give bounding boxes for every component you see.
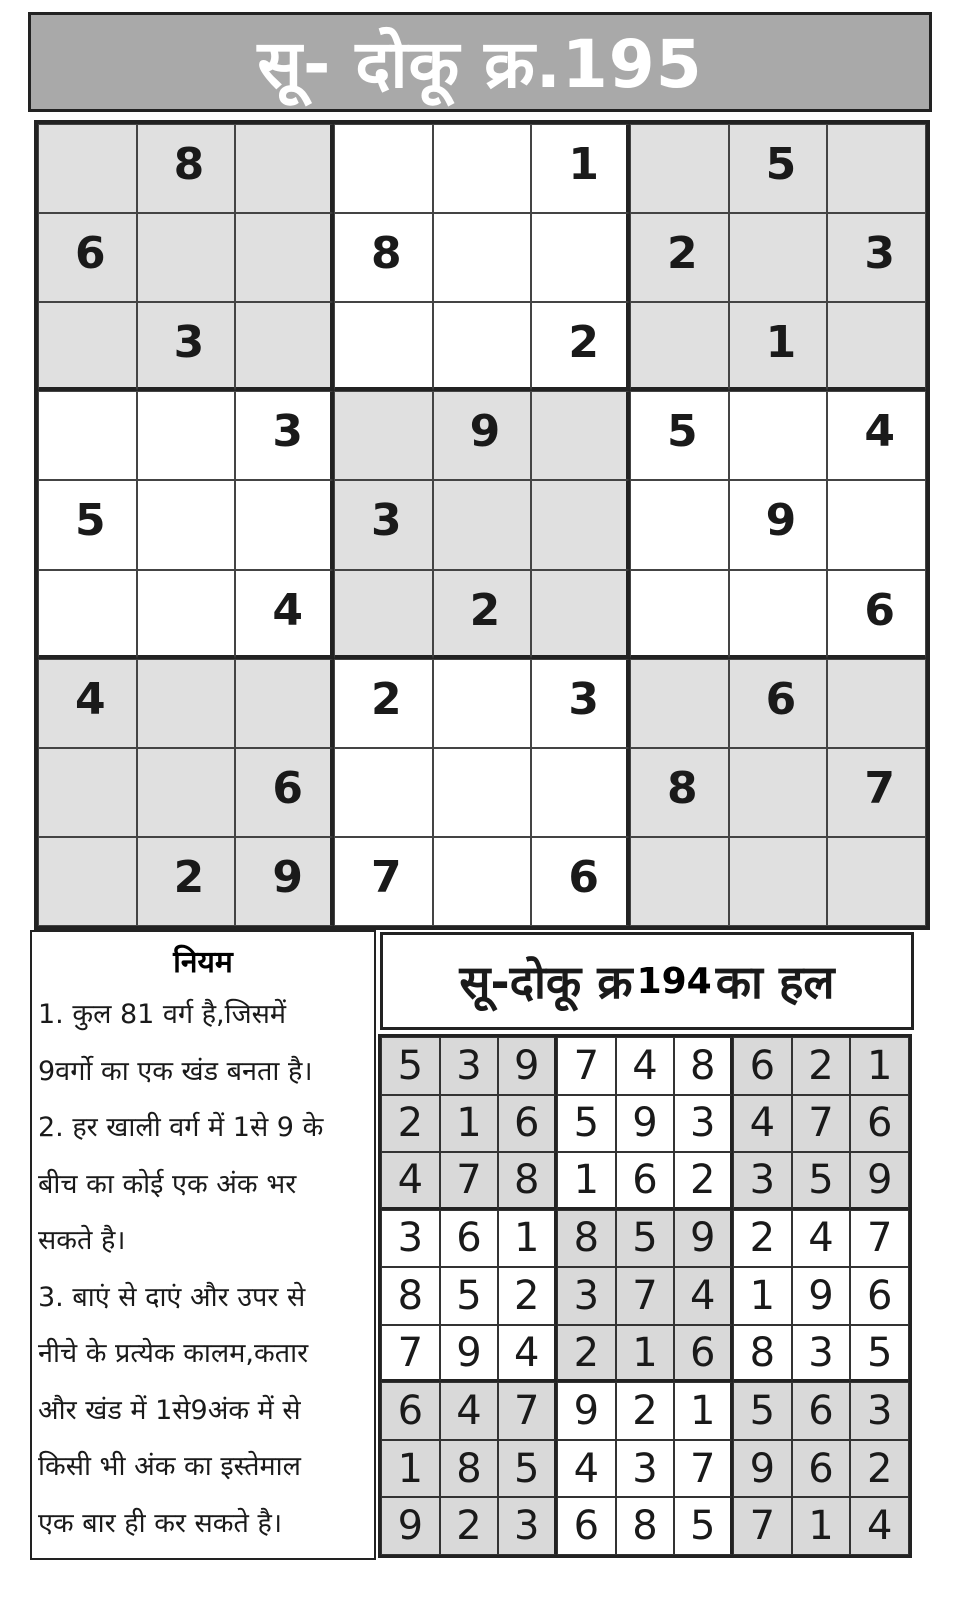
given-digit: 3 (370, 495, 402, 547)
grid-cell[interactable] (827, 659, 926, 748)
grid-cell[interactable] (531, 570, 630, 659)
grid-cell[interactable] (334, 570, 433, 659)
grid-cell[interactable] (729, 124, 828, 213)
solution-cell: 5 (850, 1325, 909, 1383)
grid-cell[interactable] (235, 837, 334, 926)
grid-cell[interactable] (137, 302, 236, 391)
grid-cell[interactable] (630, 837, 729, 926)
rule-line: 9वर्गो का एक खंड बनता है। (38, 1055, 313, 1087)
given-digit: 2 (568, 317, 599, 369)
solution-cell: 7 (674, 1440, 733, 1498)
solution-cell: 2 (440, 1497, 499, 1555)
grid-cell[interactable] (630, 302, 729, 391)
grid-cell[interactable] (137, 659, 236, 748)
grid-cell[interactable] (729, 837, 828, 926)
given-digit: 2 (469, 584, 501, 636)
solution-cell: 1 (381, 1440, 440, 1498)
solution-cell: 1 (792, 1497, 851, 1555)
solution-cell: 5 (733, 1382, 792, 1440)
given-digit: 8 (666, 762, 698, 814)
given-digit: 6 (568, 851, 599, 903)
solution-grid (378, 1034, 912, 1558)
rule-line: और खंड में 1से9अंक में से (38, 1394, 301, 1426)
solution-cell: 1 (557, 1152, 616, 1210)
grid-cell[interactable] (433, 570, 532, 659)
solution-cell: 9 (381, 1497, 440, 1555)
solution-cell: 3 (850, 1382, 909, 1440)
solution-cell: 7 (498, 1382, 557, 1440)
given-digit: 5 (75, 495, 106, 547)
solution-cell: 3 (674, 1095, 733, 1153)
grid-cell[interactable] (235, 124, 334, 213)
solution-cell: 4 (440, 1382, 499, 1440)
grid-cell[interactable] (531, 837, 630, 926)
grid-cell[interactable] (137, 837, 236, 926)
puzzle-title-bar (28, 12, 932, 112)
solution-cell: 2 (381, 1095, 440, 1153)
solution-cell: 9 (674, 1210, 733, 1268)
given-digit: 2 (666, 228, 698, 280)
solution-cell: 2 (792, 1037, 851, 1095)
solution-cell: 6 (674, 1325, 733, 1383)
solution-cell: 3 (792, 1325, 851, 1383)
rule-line: सकते है। (38, 1225, 126, 1256)
grid-cell[interactable] (235, 302, 334, 391)
grid-cell[interactable] (433, 124, 532, 213)
grid-cell[interactable] (38, 748, 137, 837)
solution-cell: 5 (381, 1037, 440, 1095)
solution-cell: 5 (440, 1267, 499, 1325)
grid-cell[interactable] (729, 748, 828, 837)
solution-header-suffix: का हल (715, 955, 835, 1009)
grid-cell[interactable] (630, 480, 729, 569)
solution-cell: 2 (674, 1152, 733, 1210)
solution-cell: 4 (733, 1095, 792, 1153)
grid-cell[interactable] (137, 391, 236, 480)
grid-cell[interactable] (531, 480, 630, 569)
solution-cell: 6 (440, 1210, 499, 1268)
solution-cell: 6 (498, 1095, 557, 1153)
grid-cell[interactable] (827, 391, 926, 480)
grid-cell[interactable] (235, 213, 334, 302)
grid-cell[interactable] (531, 213, 630, 302)
solution-cell: 5 (498, 1440, 557, 1498)
grid-cell[interactable] (38, 480, 137, 569)
solution-cell: 1 (674, 1382, 733, 1440)
solution-cell: 6 (381, 1382, 440, 1440)
solution-cell: 7 (850, 1210, 909, 1268)
grid-cell[interactable] (334, 124, 433, 213)
solution-cell: 6 (792, 1382, 851, 1440)
given-digit: 3 (173, 317, 205, 369)
grid-cell[interactable] (137, 570, 236, 659)
solution-cell: 7 (381, 1325, 440, 1383)
solution-cell: 8 (381, 1267, 440, 1325)
solution-cell: 6 (792, 1440, 851, 1498)
grid-cell[interactable] (38, 213, 137, 302)
given-digit: 9 (765, 495, 797, 547)
given-digit: 6 (864, 584, 895, 636)
solution-cell: 9 (850, 1152, 909, 1210)
solution-cell: 6 (616, 1152, 675, 1210)
grid-cell[interactable] (334, 748, 433, 837)
given-digit: 6 (75, 228, 106, 280)
given-digit: 4 (272, 584, 303, 636)
solution-cell: 9 (498, 1037, 557, 1095)
grid-cell[interactable] (827, 570, 926, 659)
grid-cell[interactable] (334, 659, 433, 748)
grid-cell[interactable] (827, 837, 926, 926)
grid-cell[interactable] (630, 213, 729, 302)
given-digit: 7 (370, 851, 402, 903)
solution-cell: 9 (557, 1382, 616, 1440)
rule-line: 3. बाएं से दाएं और उपर से (38, 1281, 306, 1313)
grid-cell[interactable] (235, 748, 334, 837)
solution-cell: 3 (440, 1037, 499, 1095)
solution-cell: 4 (557, 1440, 616, 1498)
grid-cell[interactable] (38, 124, 137, 213)
rules-list (38, 987, 368, 1552)
sudoku-grid (34, 120, 930, 930)
solution-cell: 1 (733, 1267, 792, 1325)
grid-cell[interactable] (531, 659, 630, 748)
solution-header-prefix: सू-दोकू क्र (459, 955, 633, 1009)
solution-cell: 2 (557, 1325, 616, 1383)
rule-line: 1. कुल 81 वर्ग है,जिसमें (38, 999, 287, 1030)
grid-cell[interactable] (630, 124, 729, 213)
given-digit: 2 (370, 673, 402, 725)
solution-cell: 3 (557, 1267, 616, 1325)
grid-cell[interactable] (433, 302, 532, 391)
grid-cell[interactable] (137, 480, 236, 569)
puzzle-title: सू- दोकू क्र.195 (257, 26, 703, 103)
grid-cell[interactable] (827, 748, 926, 837)
solution-cell: 9 (616, 1095, 675, 1153)
grid-cell[interactable] (630, 748, 729, 837)
grid-cell[interactable] (531, 391, 630, 480)
given-digit: 4 (864, 406, 895, 458)
grid-cell[interactable] (38, 391, 137, 480)
given-digit: 6 (765, 673, 797, 725)
solution-cell: 4 (850, 1497, 909, 1555)
solution-cell: 6 (557, 1497, 616, 1555)
grid-cell[interactable] (334, 480, 433, 569)
solution-cell: 8 (498, 1152, 557, 1210)
grid-cell[interactable] (137, 213, 236, 302)
rule-line: किसी भी अंक का इस्तेमाल (38, 1451, 301, 1482)
given-digit: 3 (272, 406, 303, 458)
grid-cell[interactable] (38, 302, 137, 391)
grid-cell[interactable] (38, 837, 137, 926)
solution-cell: 2 (616, 1382, 675, 1440)
grid-cell[interactable] (433, 837, 532, 926)
solution-cell: 8 (616, 1497, 675, 1555)
rule-line: बीच का कोई एक अंक भर (38, 1168, 297, 1200)
rule-line: 2. हर खाली वर्ग में 1से 9 के (38, 1112, 324, 1143)
grid-cell[interactable] (827, 124, 926, 213)
grid-cell[interactable] (235, 480, 334, 569)
solution-header (380, 932, 914, 1030)
grid-cell[interactable] (334, 302, 433, 391)
grid-cell[interactable] (235, 391, 334, 480)
solution-cell: 9 (792, 1267, 851, 1325)
grid-cell[interactable] (531, 124, 630, 213)
grid-cell[interactable] (630, 570, 729, 659)
solution-header-number: 194 (636, 960, 712, 1002)
grid-cell[interactable] (729, 213, 828, 302)
given-digit: 6 (272, 762, 303, 814)
given-digit: 5 (765, 139, 797, 190)
grid-cell[interactable] (235, 659, 334, 748)
solution-cell: 9 (733, 1440, 792, 1498)
given-digit: 7 (864, 762, 895, 814)
grid-cell[interactable] (433, 659, 532, 748)
solution-cell: 1 (498, 1210, 557, 1268)
given-digit: 3 (864, 228, 895, 280)
given-digit: 9 (469, 406, 501, 458)
grid-cell[interactable] (729, 570, 828, 659)
grid-cell[interactable] (630, 659, 729, 748)
grid-cell[interactable] (729, 659, 828, 748)
solution-cell: 4 (674, 1267, 733, 1325)
solution-cell: 6 (733, 1037, 792, 1095)
given-digit: 8 (370, 228, 402, 280)
solution-cell: 7 (792, 1095, 851, 1153)
rule-line: एक बार ही कर सकते है। (38, 1507, 283, 1539)
solution-cell: 3 (616, 1440, 675, 1498)
grid-cell[interactable] (433, 480, 532, 569)
grid-cell[interactable] (531, 302, 630, 391)
given-digit: 8 (173, 139, 205, 190)
grid-cell[interactable] (334, 837, 433, 926)
solution-cell: 3 (733, 1152, 792, 1210)
solution-cell: 4 (381, 1152, 440, 1210)
solution-cell: 6 (850, 1267, 909, 1325)
solution-cell: 6 (850, 1095, 909, 1153)
solution-cell: 2 (850, 1440, 909, 1498)
grid-cell[interactable] (433, 213, 532, 302)
solution-cell: 5 (674, 1497, 733, 1555)
grid-cell[interactable] (827, 302, 926, 391)
solution-cell: 7 (616, 1267, 675, 1325)
given-digit: 2 (173, 851, 205, 903)
given-digit: 3 (568, 673, 599, 725)
solution-cell: 7 (440, 1152, 499, 1210)
grid-cell[interactable] (38, 570, 137, 659)
grid-cell[interactable] (235, 570, 334, 659)
solution-cell: 1 (850, 1037, 909, 1095)
solution-cell: 7 (557, 1037, 616, 1095)
grid-cell[interactable] (334, 213, 433, 302)
solution-cell: 4 (498, 1325, 557, 1383)
solution-cell: 5 (792, 1152, 851, 1210)
solution-cell: 2 (733, 1210, 792, 1268)
solution-cell: 1 (616, 1325, 675, 1383)
grid-cell[interactable] (433, 391, 532, 480)
solution-cell: 8 (557, 1210, 616, 1268)
grid-cell[interactable] (433, 748, 532, 837)
grid-cell[interactable] (137, 124, 236, 213)
solution-cell: 2 (498, 1267, 557, 1325)
given-digit: 9 (272, 851, 303, 903)
solution-cell: 1 (440, 1095, 499, 1153)
solution-cell: 8 (440, 1440, 499, 1498)
grid-cell[interactable] (630, 391, 729, 480)
given-digit: 4 (75, 673, 106, 725)
grid-cell[interactable] (137, 748, 236, 837)
grid-cell[interactable] (531, 748, 630, 837)
rules-title: नियम (173, 945, 233, 980)
solution-cell: 7 (733, 1497, 792, 1555)
solution-cell: 4 (792, 1210, 851, 1268)
solution-cell: 9 (440, 1325, 499, 1383)
given-digit: 1 (765, 317, 797, 369)
grid-cell[interactable] (38, 659, 137, 748)
solution-cell: 8 (733, 1325, 792, 1383)
rule-line: नीचे के प्रत्येक कालम,कतार (38, 1338, 309, 1369)
solution-cell: 5 (616, 1210, 675, 1268)
given-digit: 5 (666, 406, 698, 458)
grid-cell[interactable] (334, 391, 433, 480)
solution-cell: 4 (616, 1037, 675, 1095)
given-digit: 1 (568, 139, 599, 190)
solution-cell: 3 (498, 1497, 557, 1555)
solution-cell: 8 (674, 1037, 733, 1095)
grid-cell[interactable] (827, 213, 926, 302)
grid-cell[interactable] (729, 391, 828, 480)
grid-cell[interactable] (729, 302, 828, 391)
rules-panel (30, 930, 376, 1560)
solution-cell: 5 (557, 1095, 616, 1153)
solution-cell: 3 (381, 1210, 440, 1268)
grid-cell[interactable] (827, 480, 926, 569)
grid-cell[interactable] (729, 480, 828, 569)
